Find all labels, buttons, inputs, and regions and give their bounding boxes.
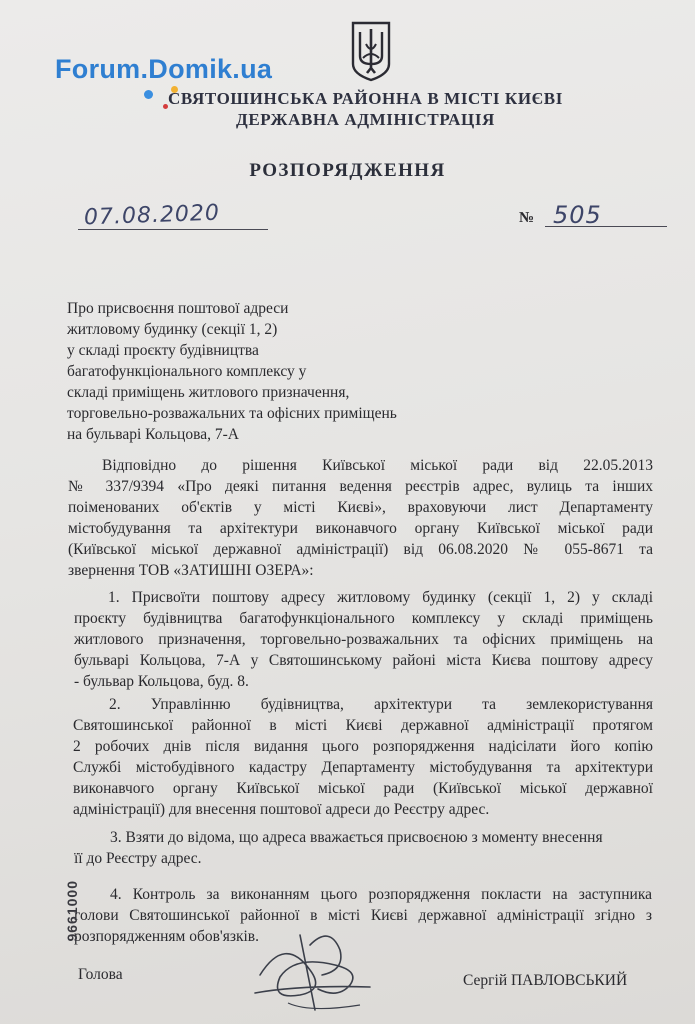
number-underline [545, 226, 667, 227]
signatory-name: Сергій ПАВЛОВСЬКИЙ [463, 972, 628, 989]
document-type-title: РОЗПОРЯДЖЕННЯ [249, 160, 446, 181]
paragraph-line: Службі містобудівного кадастру Департаменту містобудування та архітектури [73, 759, 653, 776]
paragraph-line: (Київської міської державної адміністрації) від 06.08.2020 № 055-8671 та [68, 541, 653, 558]
subject-block [67, 298, 397, 445]
organization-name-line2: ДЕРЖАВНА АДМІНІСТРАЦІЯ [236, 110, 495, 129]
paragraph-line: адміністрації) для внесення поштової адреси до Реєстру адрес. [73, 801, 490, 818]
handwritten-date: 07.08.2020 [83, 200, 221, 231]
clause-3-paragraph [110, 827, 652, 848]
clause-3-continuation [74, 848, 374, 869]
clause-1-paragraph [74, 587, 653, 692]
paragraph-line: проєкту будівництва багатофункціонального комплексу у складі приміщень [74, 610, 653, 627]
preamble-paragraph [68, 455, 653, 581]
paragraph-line: 4. Контроль за виконанням цього розпорядження покласти на заступника [110, 886, 652, 903]
paragraph-line: її до Реєстру адрес. [74, 850, 202, 867]
subject-line: складі приміщень житлового призначення, [67, 384, 350, 401]
handwritten-signature-icon [240, 915, 390, 1020]
handwritten-number: 505 [553, 201, 602, 229]
subject-line: на бульварі Кольцова, 7-А [67, 426, 239, 443]
paragraph-line: Відповідно до рішення Київської міської ради від 22.05.2013 [102, 457, 653, 474]
date-underline [78, 229, 268, 230]
paragraph-line: 2 робочих днів після видання цього розпорядження надісілати його копію [73, 738, 653, 755]
paragraph-line: - бульвар Кольцова, буд. 8. [74, 673, 249, 690]
subject-line: багатофункціонального комплексу у [67, 363, 307, 380]
subject-line: Про присвоєння поштової адреси [67, 300, 289, 317]
paragraph-line: виконавчого органу Київської міської ради (Київської міської державної [73, 780, 653, 797]
watermark-logo: Forum.Domik.ua [55, 54, 273, 84]
subject-line: житловому будинку (секції 1, 2) [67, 321, 278, 338]
paragraph-line: містобудування та архітектури виконавчого органу Київської міської ради [68, 520, 653, 537]
paragraph-line: розпорядженням обов'язків. [74, 928, 260, 945]
number-sign: № [519, 210, 535, 226]
paragraph-line: 2. Управлінню будівництва, архітектури та землекористування [109, 696, 653, 713]
paragraph-line: № 337/9394 «Про деякі питання ведення реєстрів адрес, вулиць та інших [68, 478, 653, 495]
paragraph-line: 3. Взяти до відома, що адреса вважається присвоєною з моменту внесення [110, 829, 603, 846]
subject-line: торговельно-розважальних та офісних приміщень [67, 405, 397, 422]
signatory-role: Голова [78, 966, 123, 983]
paragraph-line: звернення ТОВ «ЗАТИШНІ ОЗЕРА»: [68, 562, 314, 579]
paragraph-line: голови Святошинської районної в місті Києві державної адміністрації згідно з [74, 907, 652, 924]
paragraph-line: поіменованих об'єктів у місті Києві», враховуючи лист Департаменту [68, 499, 653, 516]
margin-registration-stamp: 9661000 [64, 880, 80, 942]
paragraph-line: Святошинської районної в місті Києві державної адміністрації протягом [73, 717, 653, 734]
clause-2-paragraph [73, 694, 653, 820]
subject-line: у складі проєкту будівництва [67, 342, 259, 359]
trident-emblem-icon [350, 20, 392, 82]
organization-name: СВЯТОШИНСЬКА РАЙОННА В МІСТІ КИЄВІ [168, 89, 563, 108]
paragraph-line: житлового призначення, торговельно-розважальних та офісних приміщень на [74, 631, 653, 648]
paragraph-line: бульварі Кольцова, 7-А у Святошинському районі міста Києва поштову адресу [74, 652, 653, 669]
paragraph-line: 1. Присвоїти поштову адресу житловому будинку (секції 1, 2) у складі [108, 589, 653, 606]
